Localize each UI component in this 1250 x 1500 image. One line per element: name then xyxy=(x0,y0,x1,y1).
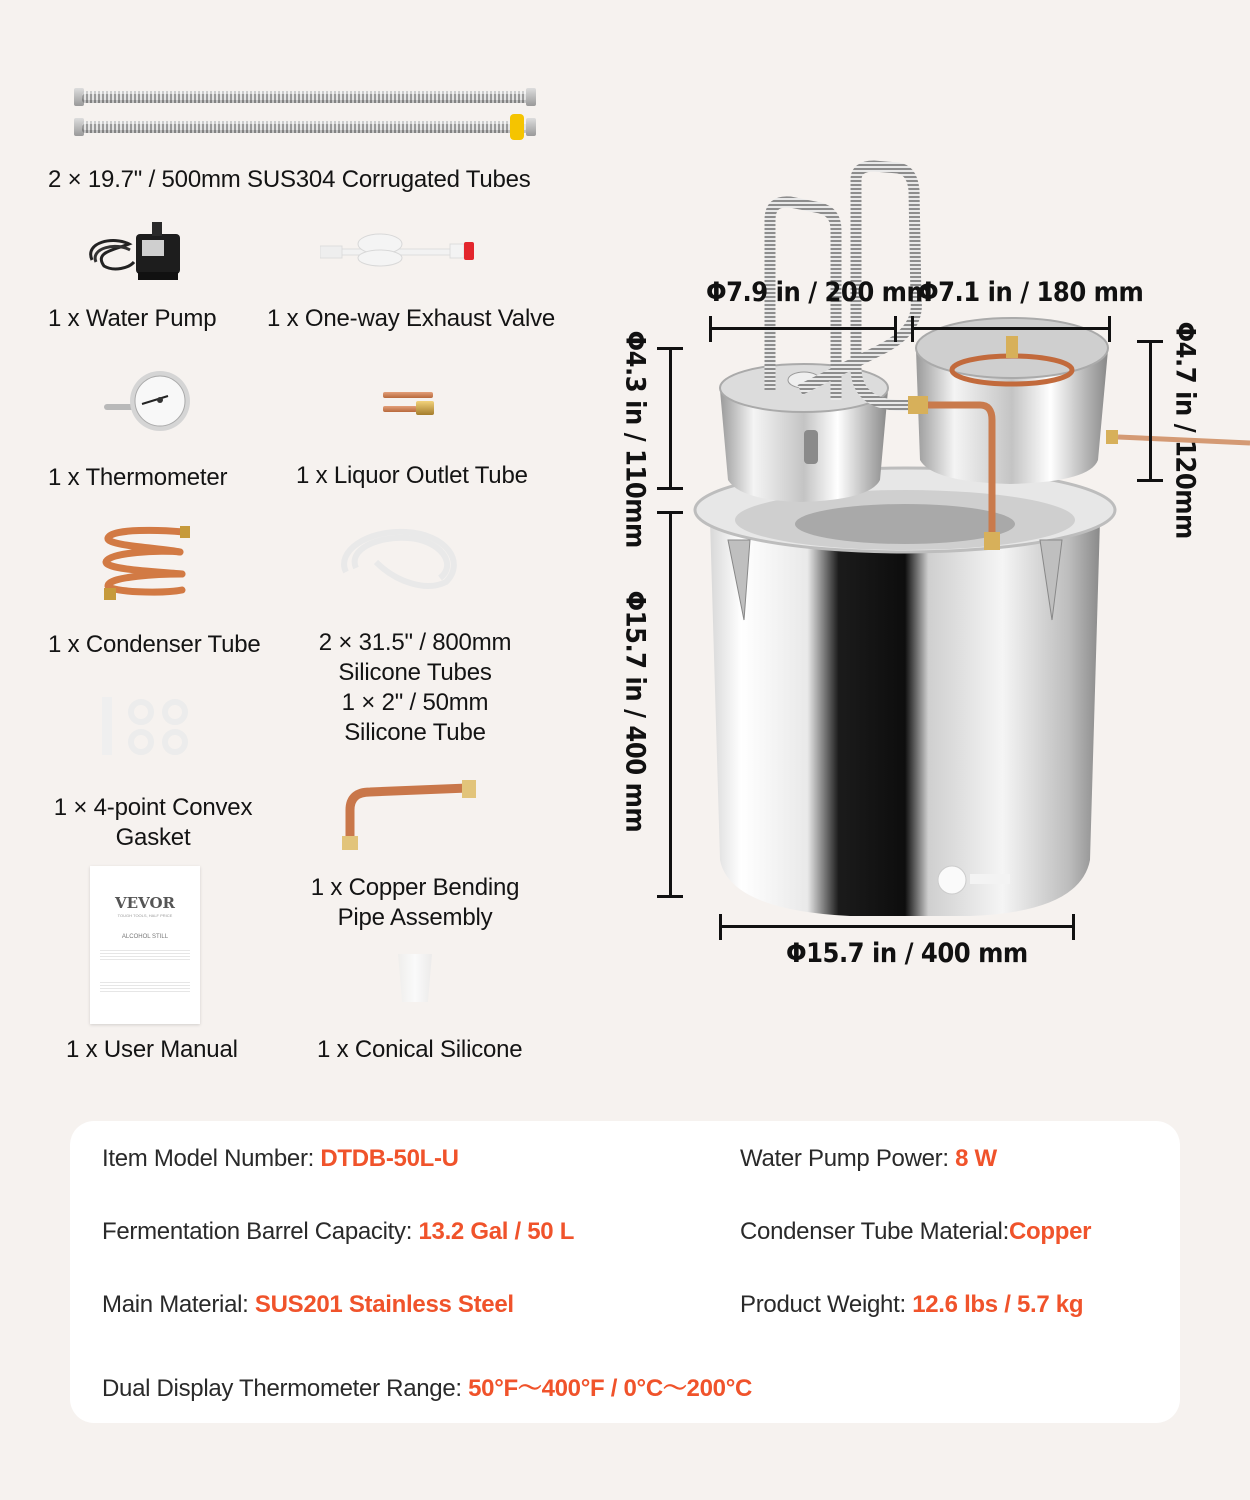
condenser-tube-image xyxy=(102,526,192,602)
silicone-tubes-image xyxy=(336,522,466,592)
barrel-diameter-dim: Φ15.7 in / 400 mm xyxy=(786,938,1028,969)
exhaust-valve-image xyxy=(320,232,480,268)
barrel-height-dim: Φ15.7 in / 400 mm xyxy=(619,590,651,833)
condenser-tube-label: 1 x Condenser Tube xyxy=(48,631,261,658)
copper-bending-pipe-image xyxy=(330,780,480,850)
exhaust-valve-label: 1 x One-way Exhaust Valve xyxy=(267,305,556,332)
spec-material: Main Material: SUS201 Stainless Steel xyxy=(102,1291,514,1318)
dim-tick xyxy=(657,511,683,514)
water-pump-image xyxy=(84,222,194,284)
thermometer-label: 1 x Thermometer xyxy=(48,464,228,491)
liquor-outlet-tube-label: 1 x Liquor Outlet Tube xyxy=(296,462,528,489)
user-manual-label: 1 x User Manual xyxy=(66,1036,238,1063)
dim-tick xyxy=(709,316,712,342)
dim-tick xyxy=(719,914,722,940)
dim-tick xyxy=(1072,914,1075,940)
thermometer-image xyxy=(102,366,192,436)
barrel-diameter-line xyxy=(719,925,1075,928)
condenser-pot-diameter-line xyxy=(911,327,1111,330)
dim-tick xyxy=(1137,340,1163,343)
spec-weight: Product Weight: 12.6 lbs / 5.7 kg xyxy=(740,1291,1084,1318)
manual-title: ALCOHOL STILL xyxy=(121,934,169,940)
small-pot-height-dim: Φ4.3 in / 110mm xyxy=(619,330,651,548)
small-pot-diameter-dim: Φ7.9 in / 200 mm xyxy=(706,277,932,308)
small-pot-diameter-line xyxy=(709,327,897,330)
liquor-outlet-tube-image xyxy=(380,390,440,420)
dim-tick xyxy=(657,895,683,898)
spec-condenser-material: Condenser Tube Material:Copper xyxy=(740,1218,1092,1245)
water-pump-label: 1 x Water Pump xyxy=(48,305,217,332)
alcohol-still-image xyxy=(680,160,1250,920)
conical-silicone-image xyxy=(396,954,436,1004)
corrugated-tubes-label: 2 × 19.7" / 500mm SUS304 Corrugated Tubes xyxy=(48,166,531,193)
corrugated-tubes-image xyxy=(74,88,536,142)
dim-tick xyxy=(657,487,683,490)
copper-bending-pipe-label: 1 x Copper Bending Pipe Assembly xyxy=(310,874,520,931)
manual-tagline: TOUGH TOOLS, HALF PRICE xyxy=(117,913,173,918)
barrel-height-line xyxy=(669,513,672,897)
dim-tick xyxy=(911,316,914,342)
conical-silicone-label: 1 x Conical Silicone xyxy=(317,1036,523,1063)
spec-pump-power: Water Pump Power: 8 W xyxy=(740,1145,997,1172)
spec-capacity: Fermentation Barrel Capacity: 13.2 Gal / 50 L xyxy=(102,1218,575,1245)
silicone-tubes-label: 2 × 31.5" / 800mm Silicone Tubes 1 × 2" / 50mm Silicone Tube xyxy=(318,629,512,746)
small-pot-height-line xyxy=(669,349,672,489)
convex-gasket-image xyxy=(102,697,194,757)
dim-tick xyxy=(894,316,897,342)
condenser-pot-diameter-dim: Φ7.1 in / 180 mm xyxy=(918,277,1144,308)
user-manual-image xyxy=(90,866,200,1024)
spec-model: Item Model Number: DTDB-50L-U xyxy=(102,1145,459,1172)
dim-tick xyxy=(1137,479,1163,482)
condenser-pot-height-dim: Φ4.7 in / 120mm xyxy=(1169,321,1201,539)
convex-gasket-label: 1 × 4-point Convex Gasket xyxy=(53,794,253,851)
condenser-pot-height-line xyxy=(1149,342,1152,480)
dim-tick xyxy=(1108,316,1111,342)
dim-tick xyxy=(657,347,683,350)
manual-brand: VEVOR xyxy=(115,894,175,912)
spec-thermometer-range: Dual Display Thermometer Range: 50°F～400°F / 0°C～200°C xyxy=(102,1375,753,1402)
